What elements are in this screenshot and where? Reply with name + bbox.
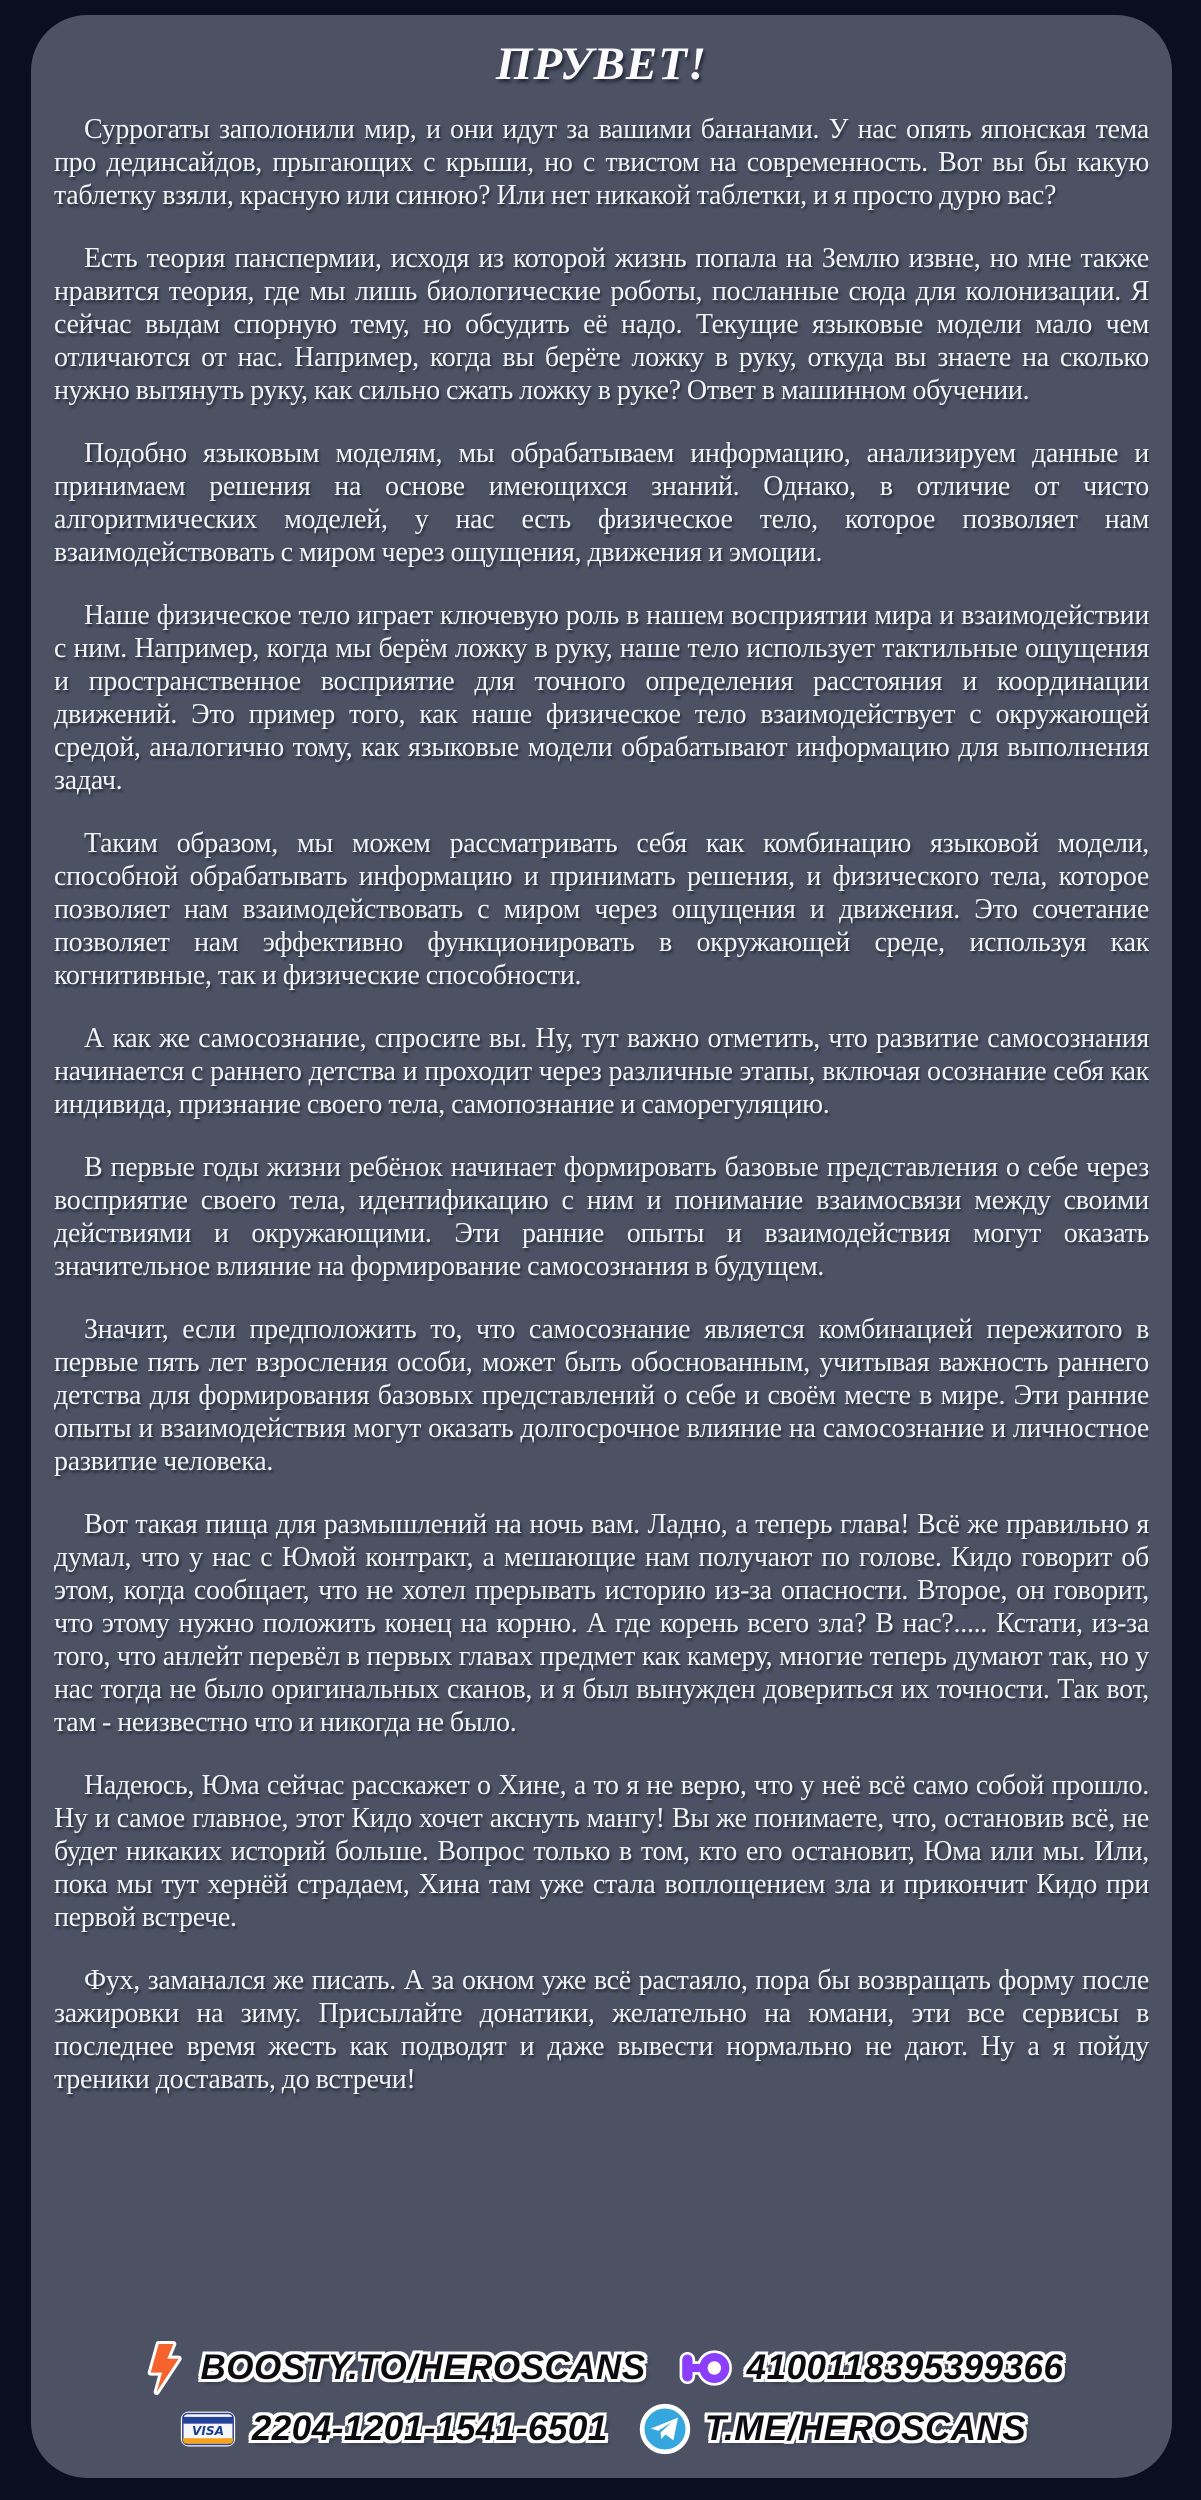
footer-row-2	[177, 2402, 1026, 2456]
footer	[54, 2337, 1149, 2462]
boosty-link[interactable]	[140, 2341, 646, 2395]
paragraph: В первые годы жизни ребёнок начинает формировать базовые представления о себе через восприятие своего тела, идентификацию с ним и понимание взаимосвязи между своими действиями и окружающими. Эти ранние опыты и взаимодействия могут оказать значительное влияние на формирование самосознания в будущем.	[54, 1152, 1149, 1283]
visa-icon	[177, 2405, 239, 2453]
bank-card	[177, 2405, 608, 2453]
telegram-link[interactable]	[638, 2402, 1026, 2456]
paragraph: Есть теория панспермии, исходя из которой жизнь попала на Землю извне, но мне также нравится теория, где мы лишь биологические роботы, посланные сюда для колонизации. Я сейчас выдам спорную тему, но обсудить её надо. Текущие языковые модели мало чем отличаются от нас. Например, когда вы берёте ложку в руку, откуда вы знаете на сколько нужно вытянуть руку, как сильно сжать ложку в руке? Ответ в машинном обучении.	[54, 243, 1149, 407]
paragraph: Надеюсь, Юма сейчас расскажет о Хине, а то я не верю, что у неё всё само собой прошло. Ну и самое главное, этот Кидо хочет акснуть мангу! Вы же понимаете, что, остановив всё, не будет никаких историй больше. Вопрос только в том, кто его остановит, Юма или мы. Или, пока мы тут хернёй страдаем, Хина там уже стала воплощением зла и прикончит Кидо при первой встрече.	[54, 1770, 1149, 1934]
paragraph: Вот такая пища для размышлений на ночь вам. Ладно, а теперь глава! Всё же правильно я думал, что у нас с Юмой контракт, а мешающие нам получают по голове. Кидо говорит об этом, когда сообщает, что не хотел прерывать историю из-за опасности. Второе, он говорит, что этому нужно положить конец на корню. А где корень всего зла? В нас?..... Кстати, из-за того, что анлейт перевёл в первых главах предмет как камеру, многие теперь думают так, но у нас тогда не было оригинальных сканов, и я был вынужден довериться их точности. Так вот, там - неизвестно что и никогда не было.	[54, 1509, 1149, 1739]
paragraph: Таким образом, мы можем рассматривать себя как комбинацию языковой модели, способной обрабатывать информацию и принимать решения, и физического тела, которое позволяет нам взаимодействовать с миром через ощущения и движения. Это сочетание позволяет нам эффективно функционировать в окружающей среде, используя как когнитивные, так и физические способности.	[54, 828, 1149, 992]
note-body	[54, 113, 1149, 2337]
paragraph: Подобно языковым моделям, мы обрабатываем информацию, анализируем данные и принимаем решения на основе имеющихся знаний. Однако, в отличие от чисто алгоритмических моделей, у нас есть физическое тело, которое позволяет нам взаимодействовать с миром через ощущения, движения и эмоции.	[54, 438, 1149, 569]
paragraph: Фух, заманался же писать. А за окном уже всё растаяло, пора бы возвращать форму после зажировки на зиму. Присылайте донатики, желательно на юмани, эти все сервисы в последнее время жесть как подводят и даже вывести нормально не дают. Ну а я пойду треники доставать, до встречи!	[54, 1965, 1149, 2096]
translator-note-card	[31, 15, 1172, 2478]
paragraph: Наше физическое тело играет ключевую роль в нашем восприятии мира и взаимодействии с ним. Например, когда мы берём ложку в руку, наше тело использует тактильные ощущения и пространственное восприятие для точного определения расстояния и координации движений. Это пример того, как наше физическое тело взаимодействует с окружающей средой, аналогично тому, как языковые модели обрабатывают информацию для выполнения задач.	[54, 600, 1149, 797]
card-number-label: 2204-1201-1541-6501	[251, 2409, 608, 2448]
yoomoney-number-label: 4100118395399366	[746, 2348, 1064, 2387]
page-title: ПРУВЕТ!	[495, 38, 708, 90]
telegram-url-label: T.ME/HEROSCANS	[704, 2409, 1027, 2448]
yoomoney-wallet[interactable]	[676, 2342, 1064, 2394]
boosty-icon	[140, 2341, 188, 2395]
yoomoney-icon	[676, 2342, 734, 2394]
paragraph: Суррогаты заполонили мир, и они идут за вашими бананами. У нас опять японская тема про дединсайдов, прыгающих с крыши, но с твистом на современность. Вот вы бы какую таблетку взяли, красную или синюю? Или нет никакой таблетки, и я просто дурю вас?	[54, 114, 1149, 212]
svg-text:VISA: VISA	[191, 2423, 224, 2438]
paragraph: А как же самосознание, спросите вы. Ну, тут важно отметить, что развитие самосознания начинается с раннего детства и проходит через различные этапы, включая осознание себя как индивида, признание своего тела, самопознание и саморегуляцию.	[54, 1023, 1149, 1121]
telegram-icon	[638, 2402, 692, 2456]
boosty-url-label: BOOSTY.TO/HEROSCANS	[200, 2348, 646, 2387]
footer-row-1	[140, 2341, 1064, 2395]
paragraph: Значит, если предположить то, что самосознание является комбинацией пережитого в первые пять лет взросления особи, может быть обоснованным, учитывая важность раннего детства для формирования базовых представлений о себе и своём месте в мире. Эти ранние опыты и взаимодействия могут оказать долгосрочное влияние на самосознание и личностное развитие человека.	[54, 1314, 1149, 1478]
